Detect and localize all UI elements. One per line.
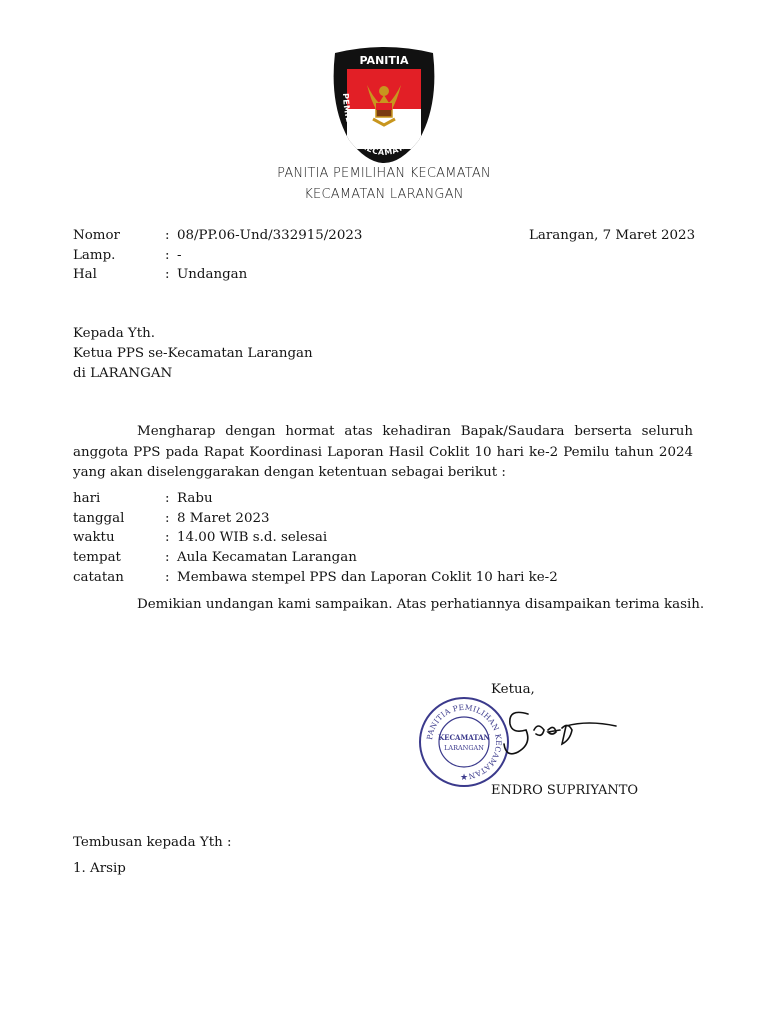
detail-value: Membawa stempel PPS dan Laporan Coklit 10 hari ke-2 xyxy=(177,570,558,585)
body-paragraph xyxy=(73,422,693,484)
detail-label: catatan xyxy=(73,570,124,585)
star-icon: ★ xyxy=(459,773,469,783)
colon: : xyxy=(165,248,170,263)
detail-value: Rabu xyxy=(177,491,213,506)
colon: : xyxy=(165,570,170,585)
cc-item: 1. Arsip xyxy=(73,861,126,876)
colon: : xyxy=(165,530,170,545)
signatory-title: Ketua, xyxy=(491,682,535,697)
body-paragraph-text: Mengharap dengan hormat atas kehadiran Bapak/Saudara berserta seluruh anggota PPS pada Rapat Koordinasi Laporan Hasil Coklit 10 hari ke-2 Pemilu tahun 2024 yang akan diselenggarakan dengan ketentuan sebagai berikut : xyxy=(73,424,693,480)
recipient-line-2: Ketua PPS se-Kecamatan Larangan xyxy=(73,346,313,361)
organization-subtitle: KECAMATAN LARANGAN xyxy=(304,187,464,202)
stamp-center-2: LARANGAN xyxy=(444,744,484,752)
svg-text:PANITIA PEMILIHAN KECAMATAN: PANITIA PEMILIHAN KECAMATAN xyxy=(425,702,504,781)
colon: : xyxy=(165,511,170,526)
recipient-line-3: di LARANGAN xyxy=(73,366,173,381)
stamp-center-1: KECAMATAN xyxy=(438,733,490,742)
logo-ring-text: PEMILIHAN KECAMATAN xyxy=(341,92,415,158)
letter-date: Larangan, 7 Maret 2023 xyxy=(529,228,696,243)
recipient-line-1: Kepada Yth. xyxy=(73,326,156,341)
detail-value: Aula Kecamatan Larangan xyxy=(177,550,357,565)
lamp-label: Lamp. xyxy=(73,248,116,263)
colon: : xyxy=(165,228,170,243)
colon: : xyxy=(165,550,170,565)
nomor-label: Nomor xyxy=(73,228,120,243)
detail-label: waktu xyxy=(73,530,115,545)
colon: : xyxy=(165,267,170,282)
hal-label: Hal xyxy=(73,267,97,282)
handwritten-signature xyxy=(488,700,628,760)
nomor-value: 08/PP.06-Und/332915/2023 xyxy=(177,228,363,243)
cc-heading: Tembusan kepada Yth : xyxy=(73,835,232,850)
detail-label: tempat xyxy=(73,550,121,565)
kpu-logo xyxy=(329,45,439,165)
detail-label: hari xyxy=(73,491,101,506)
lamp-value: - xyxy=(177,248,182,263)
detail-label: tanggal xyxy=(73,511,125,526)
hal-value: Undangan xyxy=(177,267,248,282)
signatory-name: ENDRO SUPRIYANTO xyxy=(491,783,639,798)
detail-value: 8 Maret 2023 xyxy=(177,511,270,526)
organization-name: PANITIA PEMILIHAN KECAMATAN xyxy=(277,166,491,181)
colon: : xyxy=(165,491,170,506)
detail-value: 14.00 WIB s.d. selesai xyxy=(177,530,328,545)
logo-top-text: PANITIA xyxy=(359,54,409,67)
closing-sentence: Demikian undangan kami sampaikan. Atas perhatiannya disampaikan terima kasih. xyxy=(137,597,705,612)
